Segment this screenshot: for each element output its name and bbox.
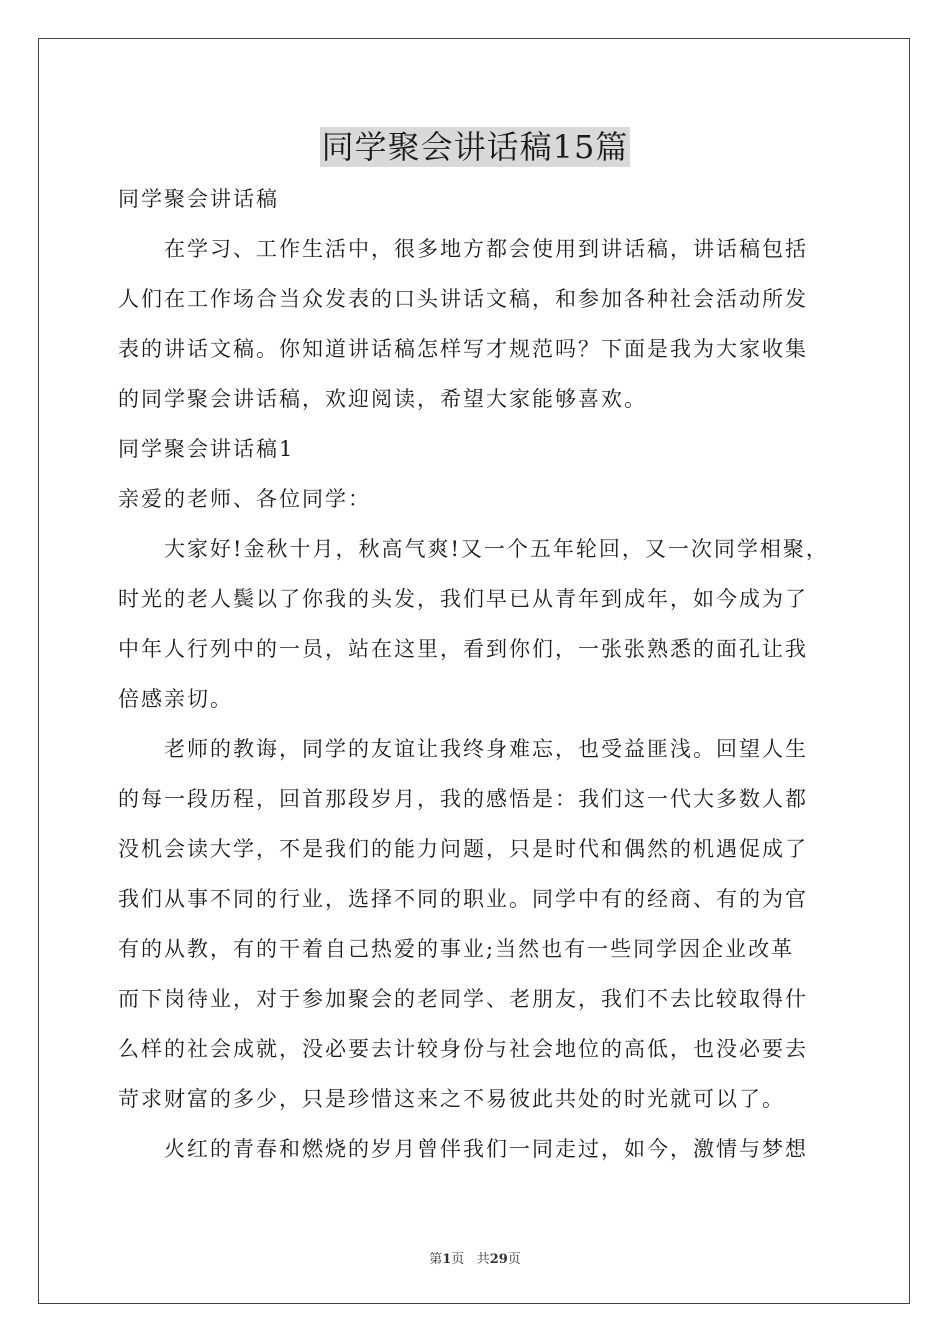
text-line: 而下岗待业，对于参加聚会的老同学、老朋友，我们不去比较取得什	[118, 987, 808, 1011]
text-line: 中年人行列中的一员，站在这里，看到你们，一张张熟悉的面孔让我	[118, 637, 808, 661]
footer-page-suffix: 页	[451, 1252, 465, 1267]
text-line: 有的从教，有的干着自己热爱的事业;当然也有一些同学因企业改革	[118, 937, 795, 961]
text-line: 大家好!金秋十月，秋高气爽!又一个五年轮回，又一次同学相聚，	[164, 537, 829, 561]
page-footer	[0, 1248, 950, 1267]
title-container	[0, 127, 950, 167]
text-line: 表的讲话文稿。你知道讲话稿怎样写才规范吗？下面是我为大家收集	[118, 337, 808, 361]
text-line: 同学聚会讲话稿	[118, 187, 279, 211]
footer-total-suffix: 页	[507, 1252, 521, 1267]
text-line: 老师的教诲，同学的友谊让我终身难忘，也受益匪浅。回望人生	[164, 737, 808, 761]
text-line: 时光的老人鬓以了你我的头发，我们早已从青年到成年，如今成为了	[118, 587, 808, 611]
text-line: 倍感亲切。	[118, 687, 233, 711]
text-line: 火红的青春和燃烧的岁月曾伴我们一同走过，如今，激情与梦想	[164, 1137, 808, 1161]
document-body	[118, 179, 838, 1179]
text-line: 我们从事不同的行业，选择不同的职业。同学中有的经商、有的为官	[118, 887, 808, 911]
text-line: 没机会读大学，不是我们的能力问题，只是时代和偶然的机遇促成了	[118, 837, 808, 861]
document-title: 同学聚会讲话稿15篇	[321, 128, 629, 166]
text-line: 同学聚会讲话稿1	[118, 437, 295, 461]
footer-total-prefix: 共	[476, 1252, 490, 1267]
text-line: 人们在工作场合当众发表的口头讲话文稿，和参加各种社会活动所发	[118, 287, 808, 311]
footer-prefix: 第	[429, 1252, 443, 1267]
total-page-count: 29	[489, 1252, 508, 1267]
current-page-number: 1	[442, 1252, 452, 1267]
text-line: 的每一段历程，回首那段岁月，我的感悟是：我们这一代大多数人都	[118, 787, 808, 811]
text-line: 么样的社会成就，没必要去计较身份与社会地位的高低，也没必要去	[118, 1037, 808, 1061]
text-line: 苛求财富的多少，只是珍惜这来之不易彼此共处的时光就可以了。	[118, 1087, 785, 1111]
text-line: 在学习、工作生活中，很多地方都会使用到讲话稿，讲话稿包括	[164, 237, 808, 261]
text-line: 的同学聚会讲话稿，欢迎阅读，希望大家能够喜欢。	[118, 387, 647, 411]
text-line: 亲爱的老师、各位同学：	[118, 487, 371, 511]
